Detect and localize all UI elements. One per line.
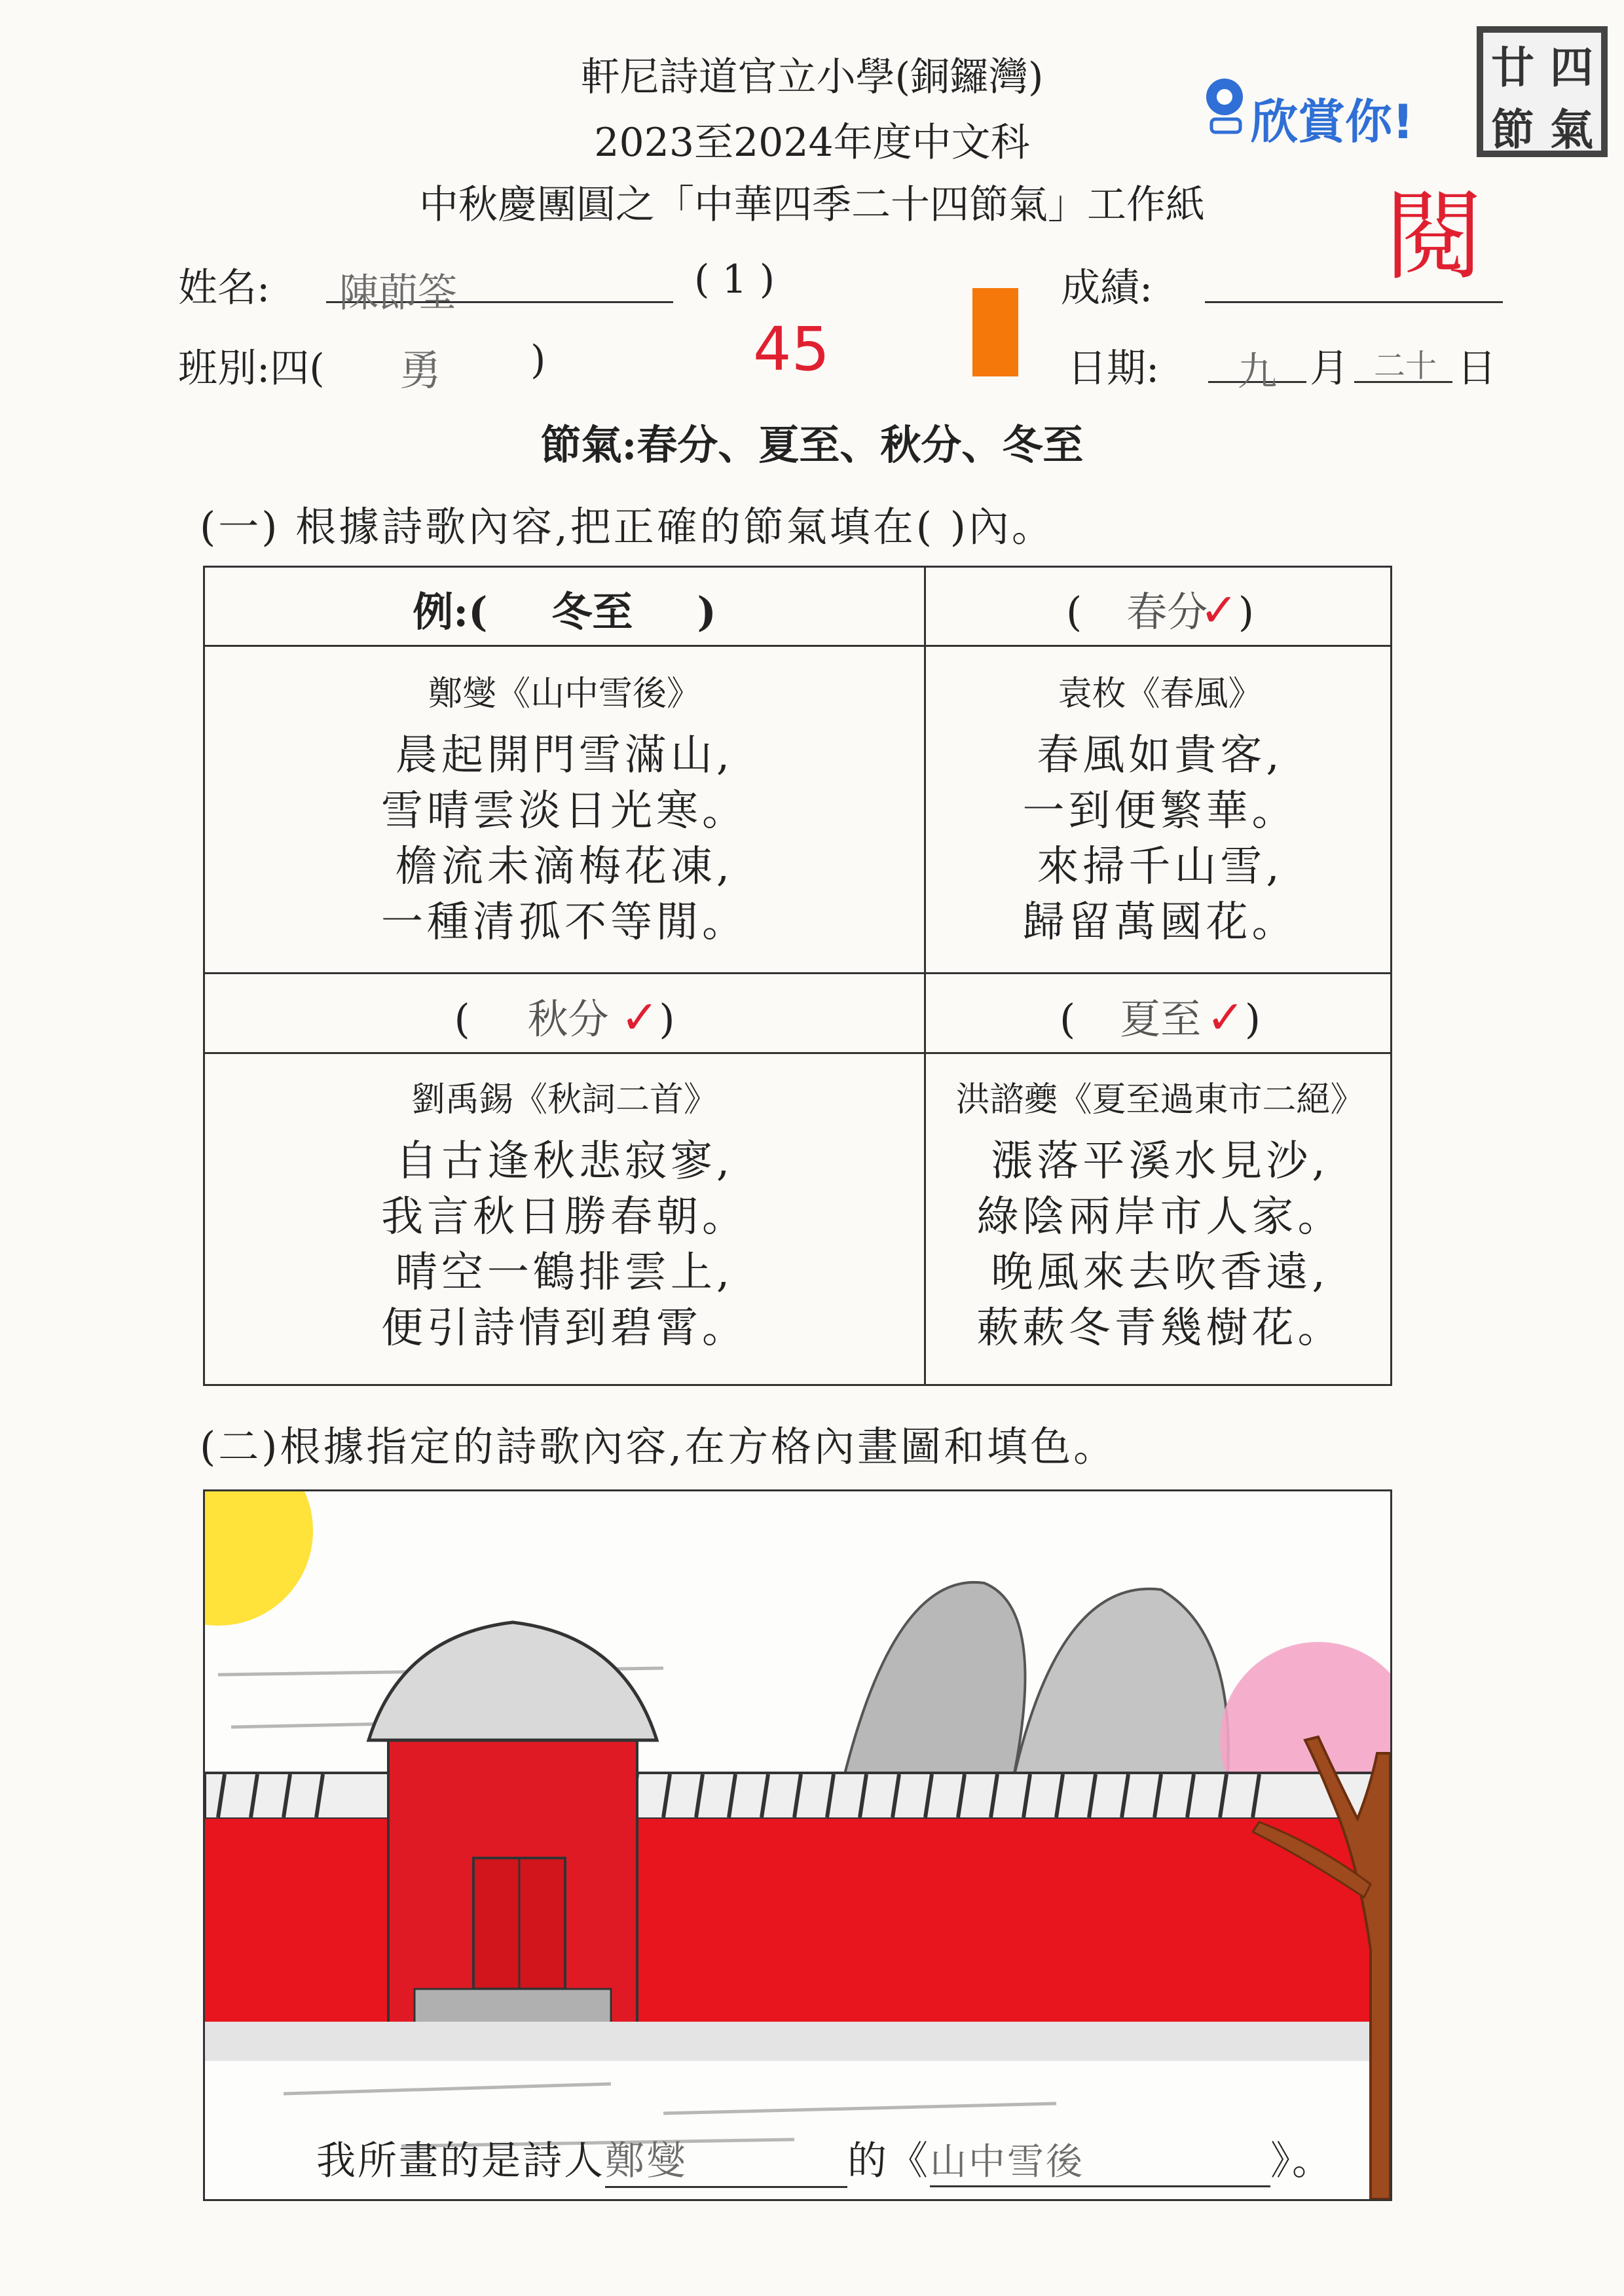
mountain-icon — [840, 1582, 1025, 1793]
example-header — [205, 579, 924, 638]
day-unit: 日 — [1457, 346, 1496, 392]
caption-title: 山中雪後 — [930, 2133, 1270, 2187]
answer-cell-summer: ( 夏至 ✓) — [926, 987, 1394, 1045]
stamp-char: 廿 — [1491, 42, 1534, 93]
drawing-caption — [316, 2130, 1333, 2188]
poem-line: 晚風來去吹香遠, — [991, 1248, 1329, 1297]
date-month-value: 九 — [1238, 349, 1277, 395]
stamp-char: 氣 — [1550, 104, 1593, 155]
stamp-char: 節 — [1491, 104, 1534, 155]
flower-icon — [1198, 72, 1257, 144]
caption-poet: 鄭燮 — [605, 2130, 847, 2188]
class-value: 勇 — [399, 347, 441, 395]
class-close: ) — [530, 337, 546, 383]
praise-text: 欣賞你! — [1251, 94, 1414, 149]
month-unit: 月 — [1310, 346, 1349, 392]
grade-label: 成績: — [1061, 265, 1153, 311]
poem-cell-autumn — [205, 1072, 924, 1357]
name-value: 陳莭筌 — [339, 270, 457, 316]
name-label: 姓名: — [178, 265, 270, 311]
table-divider — [205, 1052, 1390, 1054]
check-icon: ✓ — [620, 991, 659, 1044]
read-mark: 閱 — [1385, 180, 1484, 294]
answer-autumn: 秋分 — [527, 995, 609, 1043]
check-icon: ✓ — [1200, 583, 1238, 637]
poem-title: 鄭燮《山中雪後》 — [428, 674, 701, 714]
red-wall — [205, 1819, 1390, 2022]
caption-mid: 的《 — [847, 2138, 930, 2184]
poem-line: 一到便繁華。 — [1022, 787, 1298, 835]
caption-prefix: 我所畫的是詩人 — [316, 2138, 605, 2184]
poem-table — [203, 566, 1392, 1386]
poem-line: 一種清孤不等閒。 — [381, 898, 748, 947]
poem-line: 便引詩情到碧霄。 — [381, 1304, 748, 1353]
gate-roof — [369, 1622, 657, 1740]
poem-line: 檐流未滴梅花凍, — [395, 843, 734, 891]
poem-cell-winter — [205, 666, 924, 951]
check-icon: ✓ — [1206, 991, 1245, 1044]
praise-sticker — [1198, 72, 1460, 149]
solar-terms-list: 節氣:春分、夏至、秋分、冬至 — [540, 421, 1084, 469]
answer-summer: 夏至 — [1120, 995, 1202, 1043]
class-label: 班別:四( — [178, 346, 325, 392]
drawing-box — [203, 1489, 1392, 2201]
poem-line: 蔌蔌冬青幾樹花。 — [976, 1304, 1344, 1353]
sun-icon — [205, 1491, 313, 1626]
answer-cell-autumn: ( 秋分 ✓) — [205, 987, 924, 1045]
name-line — [326, 262, 673, 316]
example-label: 例:( — [413, 588, 488, 636]
school-year: 2023至2024年度中文科 — [594, 120, 1030, 166]
score-mark: 45 — [753, 314, 830, 384]
worksheet-title: 中秋慶團圓之「中華四季二十四節氣」工作紙 — [419, 182, 1205, 228]
poem-line: 綠陰兩岸市人家。 — [976, 1193, 1344, 1241]
orange-highlight — [972, 288, 1018, 376]
example-answer: 冬至 — [551, 588, 633, 636]
table-divider — [205, 645, 1390, 647]
date-month-line — [1208, 340, 1306, 395]
grade-line — [1205, 262, 1503, 303]
poem-title: 袁枚《春風》 — [1058, 674, 1263, 714]
date-day-value: 二十 — [1374, 348, 1437, 384]
table-divider — [205, 972, 1390, 974]
poem-line: 晴空一鶴排雲上, — [395, 1248, 734, 1297]
poem-line: 漲落平溪水見沙, — [991, 1137, 1329, 1186]
section1-heading: (一) 根據詩歌內容,把正確的節氣填在( )內。 — [200, 503, 1055, 551]
poem-title: 劉禹錫《秋詞二首》 — [411, 1080, 718, 1120]
poem-line: 來掃千山雪, — [1037, 843, 1283, 891]
poem-cell-summer — [926, 1072, 1394, 1357]
poem-line: 雪晴雲淡日光寒。 — [381, 787, 748, 835]
answer-spring: 春分 — [1126, 588, 1208, 636]
poem-title: 洪諮夔《夏至過東市二絕》 — [955, 1080, 1365, 1120]
poem-line: 晨起開門雪滿山, — [395, 731, 734, 780]
poem-cell-spring — [926, 666, 1394, 951]
poem-line: 春風如貴客, — [1037, 731, 1283, 780]
caption-end: 》。 — [1270, 2138, 1333, 2184]
answer-cell-spring: ( 春分✓) — [926, 579, 1394, 638]
date-label: 日期: — [1067, 346, 1160, 392]
poem-line: 歸留萬國花。 — [1022, 898, 1298, 947]
snow-ground — [205, 2022, 1390, 2061]
school-name: 軒尼詩道官立小學(銅鑼灣) — [580, 54, 1044, 100]
section2-heading: (二)根據指定的詩歌內容,在方格內畫圖和填色。 — [200, 1423, 1117, 1470]
example-close: ) — [697, 588, 716, 636]
class-number: ( 1 ) — [694, 257, 775, 302]
mountain-icon — [1010, 1589, 1228, 1793]
student-drawing — [205, 1491, 1390, 2199]
date-day-line — [1354, 340, 1452, 383]
stamp-char: 四 — [1550, 42, 1593, 93]
poem-line: 我言秋日勝春朝。 — [381, 1193, 748, 1241]
solar-terms-stamp — [1477, 26, 1608, 157]
poem-line: 自古逢秋悲寂寥, — [395, 1137, 734, 1186]
